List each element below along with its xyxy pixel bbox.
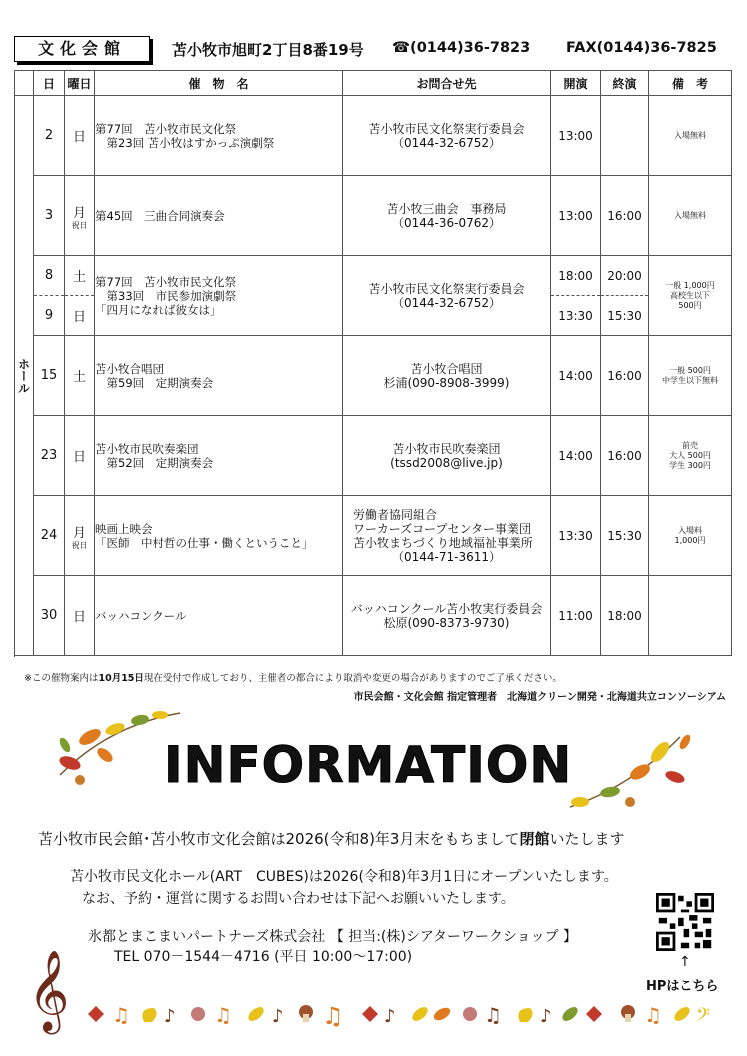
phone-number: ☎(0144)36-7823 <box>392 40 531 56</box>
svg-text:♫: ♫ <box>214 1003 232 1027</box>
svg-text:♫: ♫ <box>484 1003 502 1027</box>
end-time: 20:00 <box>601 256 649 296</box>
music-leaf-border <box>80 998 720 1030</box>
footnote: ※この催物案内は10月15日現在受付で作成しており、主催者の都合により取消や変更の場合がありますのでご了承ください。 <box>24 673 562 684</box>
header <box>14 34 734 64</box>
event-cell: 映画上映会 「医師 中村哲の仕事・働くということ」 <box>95 496 343 576</box>
contact-cell: 苫小牧市民文化祭実行委員会 （0144-32-6752） <box>343 256 551 336</box>
start-time: 13:30 <box>551 496 601 576</box>
header-event: 催 物 名 <box>95 71 343 96</box>
mushroom-icon <box>299 1005 313 1022</box>
music-note-icon <box>322 1002 344 1030</box>
dow-cell: 日 <box>65 296 95 336</box>
header-note: 備 考 <box>649 71 732 96</box>
end-time: 15:30 <box>601 296 649 336</box>
leaf-icon <box>432 1005 453 1023</box>
note-cell: 一般 500円 中学生以下無料 <box>649 336 732 416</box>
table-row <box>15 256 732 296</box>
event-cell: バッハコンクール <box>95 576 343 656</box>
company-name: 氷都とまこまいパートナーズ株式会社 【 担当:(株)シアターワークショップ 】 <box>88 929 578 945</box>
music-note-icon <box>644 1003 662 1027</box>
header-start: 開演 <box>551 71 601 96</box>
treble-clef-icon: 𝄞 <box>28 949 70 1031</box>
event-cell: 苫小牧合唱団 第59回 定期演奏会 <box>95 336 343 416</box>
event-cell: 第45回 三曲合同演奏会 <box>95 176 343 256</box>
leaf-icon <box>246 1004 266 1023</box>
start-time: 18:00 <box>551 256 601 296</box>
leaf-icon <box>672 1004 692 1023</box>
note-cell: 入場料 1,000円 <box>649 496 732 576</box>
table-row <box>15 496 732 576</box>
header-date: 日 <box>34 71 65 96</box>
end-time: 16:00 <box>601 176 649 256</box>
leaf-icon <box>88 1006 104 1022</box>
leaf-icon <box>560 1004 580 1023</box>
event-cell: 苫小牧市民吹奏楽団 第52回 定期演奏会 <box>95 416 343 496</box>
header-dow: 曜日 <box>65 71 95 96</box>
music-note-icon <box>540 1006 552 1027</box>
svg-text:♫: ♫ <box>112 1003 130 1027</box>
contact-cell: 苫小牧市民文化祭実行委員会 （0144-32-6752） <box>343 96 551 176</box>
bass-clef-icon <box>696 1005 710 1030</box>
information-title: INFORMATION <box>164 736 573 794</box>
table-header-row <box>15 71 732 96</box>
date-cell: 15 <box>34 336 65 416</box>
arrow-up-icon: ↑ <box>679 954 691 970</box>
date-cell: 30 <box>34 576 65 656</box>
end-time: 15:30 <box>601 496 649 576</box>
date-cell: 2 <box>34 96 65 176</box>
address: 苫小牧市旭町2丁目8番19号 <box>172 41 364 59</box>
table-row <box>15 176 732 256</box>
hall-label: ホール <box>16 357 31 394</box>
start-time: 13:00 <box>551 96 601 176</box>
dow-cell: 土 <box>65 256 95 296</box>
date-cell: 8 <box>34 256 65 296</box>
hall-label-cell <box>15 96 34 656</box>
schedule-table <box>14 70 732 656</box>
table-row <box>15 96 732 176</box>
note-cell: 前売 大人 500円 学生 300円 <box>649 416 732 496</box>
music-note-icon <box>272 1006 284 1027</box>
venue-name-box: 文化会館 <box>14 36 150 62</box>
start-time: 14:00 <box>551 416 601 496</box>
date-cell: 9 <box>34 296 65 336</box>
table-row <box>15 416 732 496</box>
music-note-icon <box>164 1006 176 1027</box>
header-end: 終演 <box>601 71 649 96</box>
new-hall-notice: 苫小牧市民文化ホール(ART CUBES)は2026(令和8)年3月1日にオープンいたします。 <box>70 869 618 885</box>
date-cell: 24 <box>34 496 65 576</box>
svg-text:♪: ♪ <box>272 1006 284 1027</box>
music-note-icon <box>112 1003 130 1027</box>
qr-code-icon[interactable] <box>654 893 716 951</box>
start-time: 13:30 <box>551 296 601 336</box>
contact-cell: 苫小牧市民吹奏楽団 (tssd2008@live.jp) <box>343 416 551 496</box>
date-cell: 3 <box>34 176 65 256</box>
contact-cell: 苫小牧合唱団 杉浦(090-8908-3999) <box>343 336 551 416</box>
ginkgo-leaf-icon <box>518 1008 532 1022</box>
table-row <box>15 336 732 416</box>
start-time: 11:00 <box>551 576 601 656</box>
contact-cell: 苫小牧三曲会 事務局 （0144-36-0762） <box>343 176 551 256</box>
leaf-icon <box>410 1004 430 1023</box>
autumn-leaves-icon <box>560 727 700 817</box>
dow-cell: 日 <box>65 576 95 656</box>
table-row <box>15 576 732 656</box>
end-time: 18:00 <box>601 576 649 656</box>
company-phone: TEL 070－1544－4716 (平日 10:00～17:00) <box>114 949 413 965</box>
manager-credit: 市民会館・文化会館 指定管理者 北海道クリーン開発・北海道共立コンソーシアム <box>353 692 726 703</box>
start-time: 14:00 <box>551 336 601 416</box>
end-time: 16:00 <box>601 416 649 496</box>
svg-text:♫: ♫ <box>644 1003 662 1027</box>
leaf-icon <box>362 1006 378 1022</box>
music-note-icon <box>484 1003 502 1027</box>
fax-number: FAX(0144)36-7825 <box>566 40 717 56</box>
dow-cell: 月 祝日 <box>65 176 95 256</box>
homepage-link[interactable]: HPはこちら <box>646 979 719 994</box>
note-cell: 入場無料 <box>649 176 732 256</box>
dow-cell: 月 祝日 <box>65 496 95 576</box>
date-cell: 23 <box>34 416 65 496</box>
svg-text:♪: ♪ <box>384 1006 396 1027</box>
leaf-icon <box>586 1006 602 1022</box>
contact-cell: バッハコンクール苫小牧実行委員会 松原(090-8373-9730) <box>343 576 551 656</box>
start-time: 13:00 <box>551 176 601 256</box>
dow-cell: 土 <box>65 336 95 416</box>
dow-cell: 日 <box>65 416 95 496</box>
end-time <box>601 96 649 176</box>
end-time: 16:00 <box>601 336 649 416</box>
note-cell <box>649 576 732 656</box>
ginkgo-leaf-icon <box>142 1008 156 1022</box>
note-cell: 入場無料 <box>649 96 732 176</box>
mushroom-icon <box>621 1005 635 1022</box>
flower-icon <box>191 1007 205 1021</box>
dow-cell: 日 <box>65 96 95 176</box>
contact-cell: 労働者協同組合 ワーカーズコープセンター事業団 苫小牧まちづくり地域福祉事業所 （0144-71-3611） <box>343 496 551 576</box>
music-note-icon <box>214 1003 232 1027</box>
inquiry-notice: なお、予約・運営に関するお問い合わせは下記へお願いいたします。 <box>82 891 515 907</box>
event-cell: 第77回 苫小牧市民文化祭 第23回 苫小牧はすかっぷ演劇祭 <box>95 96 343 176</box>
music-note-icon <box>384 1006 396 1027</box>
event-cell: 第77回 苫小牧市民文化祭 第33回 市民参加演劇祭 「四月になれば彼女は」 <box>95 256 343 336</box>
header-hall-blank <box>15 71 34 96</box>
closing-notice: 苫小牧市民会館･苫小牧市文化会館は2026(令和8)年3月末をもちまして閉館いたします <box>38 830 625 848</box>
svg-text:♪: ♪ <box>164 1006 176 1027</box>
note-cell: 一般 1,000円 高校生以下 500円 <box>649 256 732 336</box>
svg-text:♪: ♪ <box>540 1006 552 1027</box>
header-contact: お問合せ先 <box>343 71 551 96</box>
svg-text:♫: ♫ <box>322 1002 344 1030</box>
svg-text:𝄢: 𝄢 <box>696 1005 711 1030</box>
flower-icon <box>463 1007 477 1021</box>
